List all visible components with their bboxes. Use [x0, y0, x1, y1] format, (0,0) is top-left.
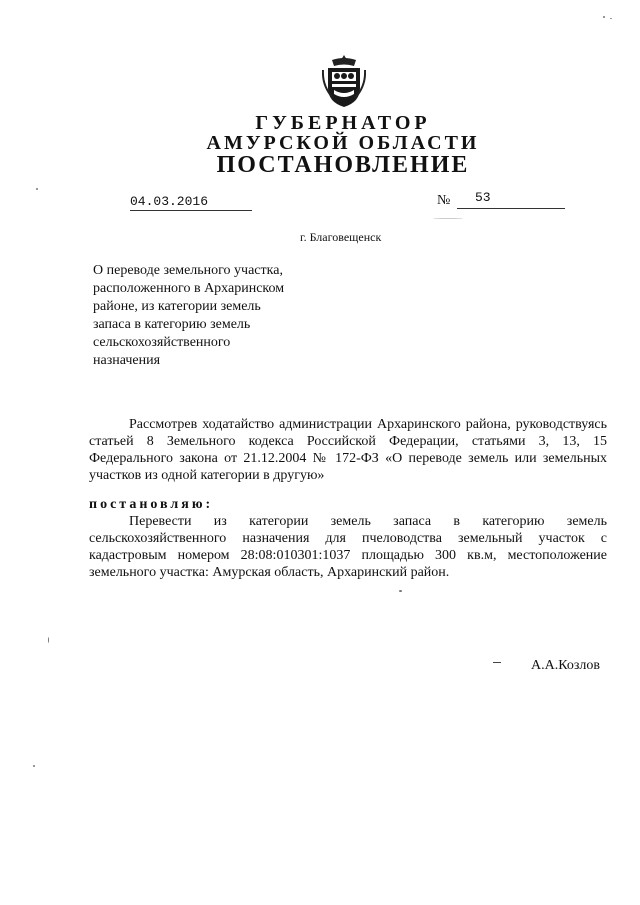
scan-speck — [48, 637, 49, 643]
issuer-region: АМУРСКОЙ ОБЛАСТИ — [206, 132, 480, 154]
scan-speck — [399, 590, 402, 592]
signatory-name: А.А.Козлов — [531, 658, 600, 673]
document-number: 53 — [457, 190, 565, 209]
issuer-title: ГУБЕРНАТОР — [255, 112, 431, 134]
document-date: 04.03.2016 — [130, 194, 252, 211]
coat-of-arms-emblem — [322, 54, 366, 108]
subject-line: расположенного в Архаринском — [93, 281, 285, 296]
subject-line: запаса в категорию земель — [93, 317, 251, 332]
scan-speck — [36, 188, 38, 190]
subject-line: районе, из категории земель — [93, 299, 261, 314]
scan-speck — [610, 18, 612, 19]
decree-section — [89, 496, 607, 581]
decree-word: постановляю: — [89, 497, 214, 512]
scan-speck — [33, 765, 35, 767]
city-line: г. Благовещенск — [300, 230, 382, 244]
decree-paragraph: Перевести из категории земель запаса в категорию земель сельскохозяйственного назначения для пчеловодства земельный участок с кадастровым номером 28:08:010301:1037 площадью 300 кв.м, местоположение земельного участка: Амурская область, Архаринский район. — [89, 514, 607, 580]
document-type: ПОСТАНОВЛЕНИЕ — [216, 152, 470, 178]
subject-line: сельскохозяйственного — [93, 335, 231, 350]
scan-speck — [603, 16, 605, 18]
document-subject — [93, 262, 333, 370]
number-label: № — [437, 193, 451, 208]
subject-line: назначения — [93, 353, 161, 368]
preamble-paragraph: Рассмотрев ходатайство администрации Архаринского района, руководствуясь статьей 8 Земельного кодекса Российской Федерации, статьями 3, 13, 15 Федерального закона от 21.12.2004 № 172-ФЗ «О переводе земель или земельных участков из одной категории в другую» — [89, 417, 607, 483]
subject-line: О переводе земельного участка, — [93, 263, 283, 278]
signature-dash — [493, 662, 501, 663]
scan-speck — [433, 218, 463, 219]
